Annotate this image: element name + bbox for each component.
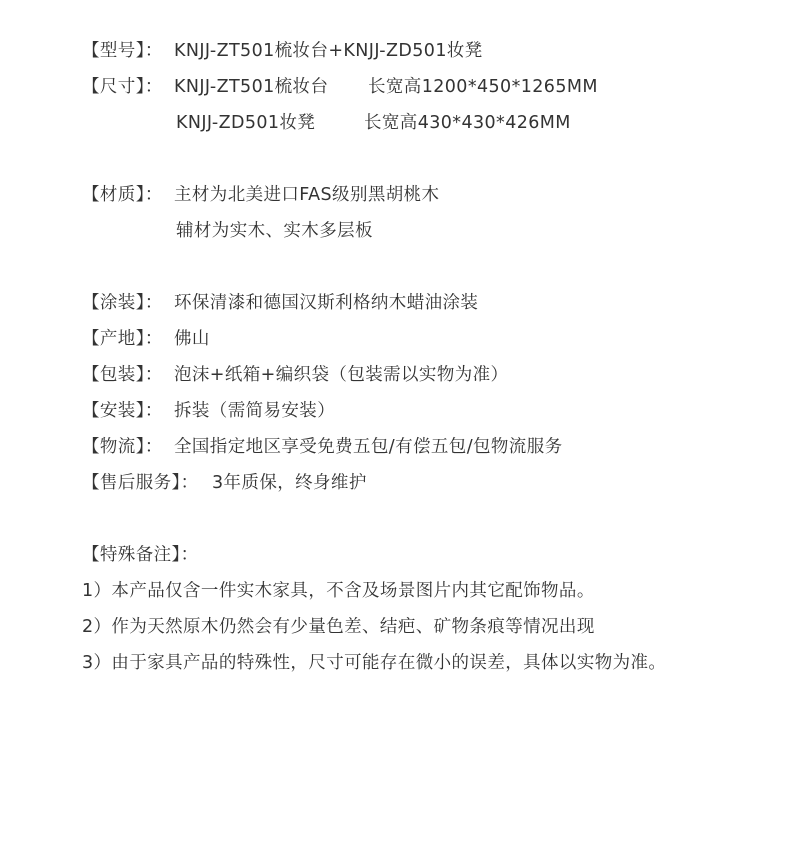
note-item-3: 3）由于家具产品的特殊性，尺寸可能存在微小的误差，具体以实物为准。 <box>82 653 667 673</box>
spec-label-logistics: 【物流】： <box>82 437 163 457</box>
spec-label-origin: 【产地】： <box>82 329 163 349</box>
spec-label-install: 【安装】： <box>82 401 163 421</box>
notes-title: 【特殊备注】： <box>82 545 199 565</box>
spec-material-line-1: 主材为北美进口FAS级别黑胡桃木 <box>174 185 440 205</box>
spec-size-dims-1: 长宽高1200*450*1265MM <box>368 77 598 97</box>
spec-label-material: 【材质】： <box>82 185 163 205</box>
spec-value-origin: 佛山 <box>174 329 210 349</box>
spec-label-aftersale: 【售后服务】： <box>82 473 199 493</box>
note-item-1: 1）本产品仅含一件实木家具，不含及场景图片内其它配饰物品。 <box>82 581 595 601</box>
spec-size-item-1: KNJJ-ZT501梳妆台 <box>174 77 329 97</box>
note-item-2: 2）作为天然原木仍然会有少量色差、结疤、矿物条痕等情况出现 <box>82 617 595 637</box>
spec-label-packaging: 【包装】： <box>82 365 163 385</box>
spec-label-size: 【尺寸】： <box>82 77 163 97</box>
spec-value-aftersale: 3年质保，终身维护 <box>212 473 367 493</box>
spec-label-finish: 【涂装】： <box>82 293 163 313</box>
spec-value-model: KNJJ-ZT501梳妆台+KNJJ-ZD501妆凳 <box>174 41 483 61</box>
spec-size-dims-2: 长宽高430*430*426MM <box>364 113 571 133</box>
spec-value-install: 拆装（需简易安装） <box>174 401 336 421</box>
spec-label-model: 【型号】： <box>82 41 163 61</box>
spec-value-finish: 环保清漆和德国汉斯利格纳木蜡油涂装 <box>174 293 479 313</box>
spec-value-logistics: 全国指定地区享受免费五包/有偿五包/包物流服务 <box>174 437 563 457</box>
spec-material-line-2: 辅材为实木、实木多层板 <box>176 221 373 241</box>
spec-value-packaging: 泡沫+纸箱+编织袋（包装需以实物为准） <box>174 365 509 385</box>
spec-size-item-2: KNJJ-ZD501妆凳 <box>176 113 316 133</box>
